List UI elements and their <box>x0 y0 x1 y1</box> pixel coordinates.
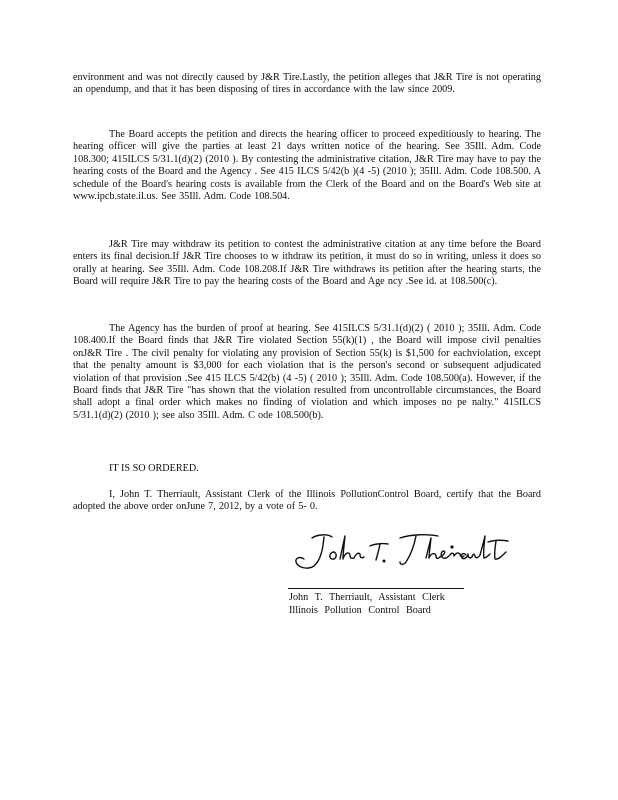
so-ordered-line: IT IS SO ORDERED. <box>109 463 199 474</box>
body-paragraph-1: environment and was not directly caused by J&R Tire.Lastly, the petition alleges that J&R Tire is not operating an opendump, and that it has been disposing of tires in accordance with the law since 2009. <box>73 72 541 96</box>
body-paragraph-withdrawal: J&R Tire may withdraw its petition to contest the administrative citation at any time before the Board enters its final decision.If J&R Tire chooses to w ithdraw its petition, it must do so in writing, unless it does so orally at hearing. See 35Ill. Adm. Code 108.208.If J&R Tire withdraws its petition after the hearing starts, the Board will require J&R Tire to pay the hearing costs of the Board and Age ncy .See id. at 108.500(c). <box>73 239 541 288</box>
signer-name-title: John T. Therriault, Assistant Clerk <box>289 592 445 603</box>
signature-line <box>288 588 464 589</box>
handwritten-signature <box>288 528 528 576</box>
body-paragraph-burden-of-proof: The Agency has the burden of proof at hearing. See 415ILCS 5/31.1(d)(2) ( 2010 ); 35Ill. Adm. Code 108.400.If the Board finds that J&R Tire violated Section 55(k)(1) , the Board will impose civil penalties onJ&R Tire . The civil penalty for violating any provision of Section 55(k) is $1,500 for eachviolation, except that the penalty amount is $3,000 for each violation that is the person's second or subsequent adjudicated violation of that provision .See 415 ILCS 5/42(b) (4 -5) ( 2010 ); 35Ill. Adm. Code 108.500(a). However, if the Board finds that J&R Tire "has shown that the violation resulted from uncontrollable circumstances, the Board shall adopt a final order which makes no finding of violation and which imposes no pe nalty." 415ILCS 5/31.1(d)(2) (2010 ); see also 35Ill. Adm. C ode 108.500(b). <box>73 323 541 421</box>
body-paragraph-hearing: The Board accepts the petition and directs the hearing officer to proceed expeditiously to hearing. The hearing officer will give the parties at least 21 days written notice of the hearing. See 35Ill. Adm. Code 108.300; 415ILCS 5/31.1(d)(2) (2010 ). By contesting the administrative citation, J&R Tire may have to pay the hearing costs of the Board and the Agency . See 415 ILCS 5/42(b )(4 -5) (2010 ); 35Ill. Adm. Code 108.500. A schedule of the Board's hearing costs is available from the Clerk of the Board and on the Board's Web site at www.ipcb.state.il.us. See 35Ill. Adm. Code 108.504. <box>73 129 541 203</box>
signer-organization: Illinois Pollution Control Board <box>289 605 431 616</box>
clerk-certification-paragraph: I, John T. Therriault, Assistant Clerk of the Illinois PollutionControl Board, certify that the Board adopted the above order onJune 7, 2012, by a vote of 5- 0. <box>73 489 541 513</box>
